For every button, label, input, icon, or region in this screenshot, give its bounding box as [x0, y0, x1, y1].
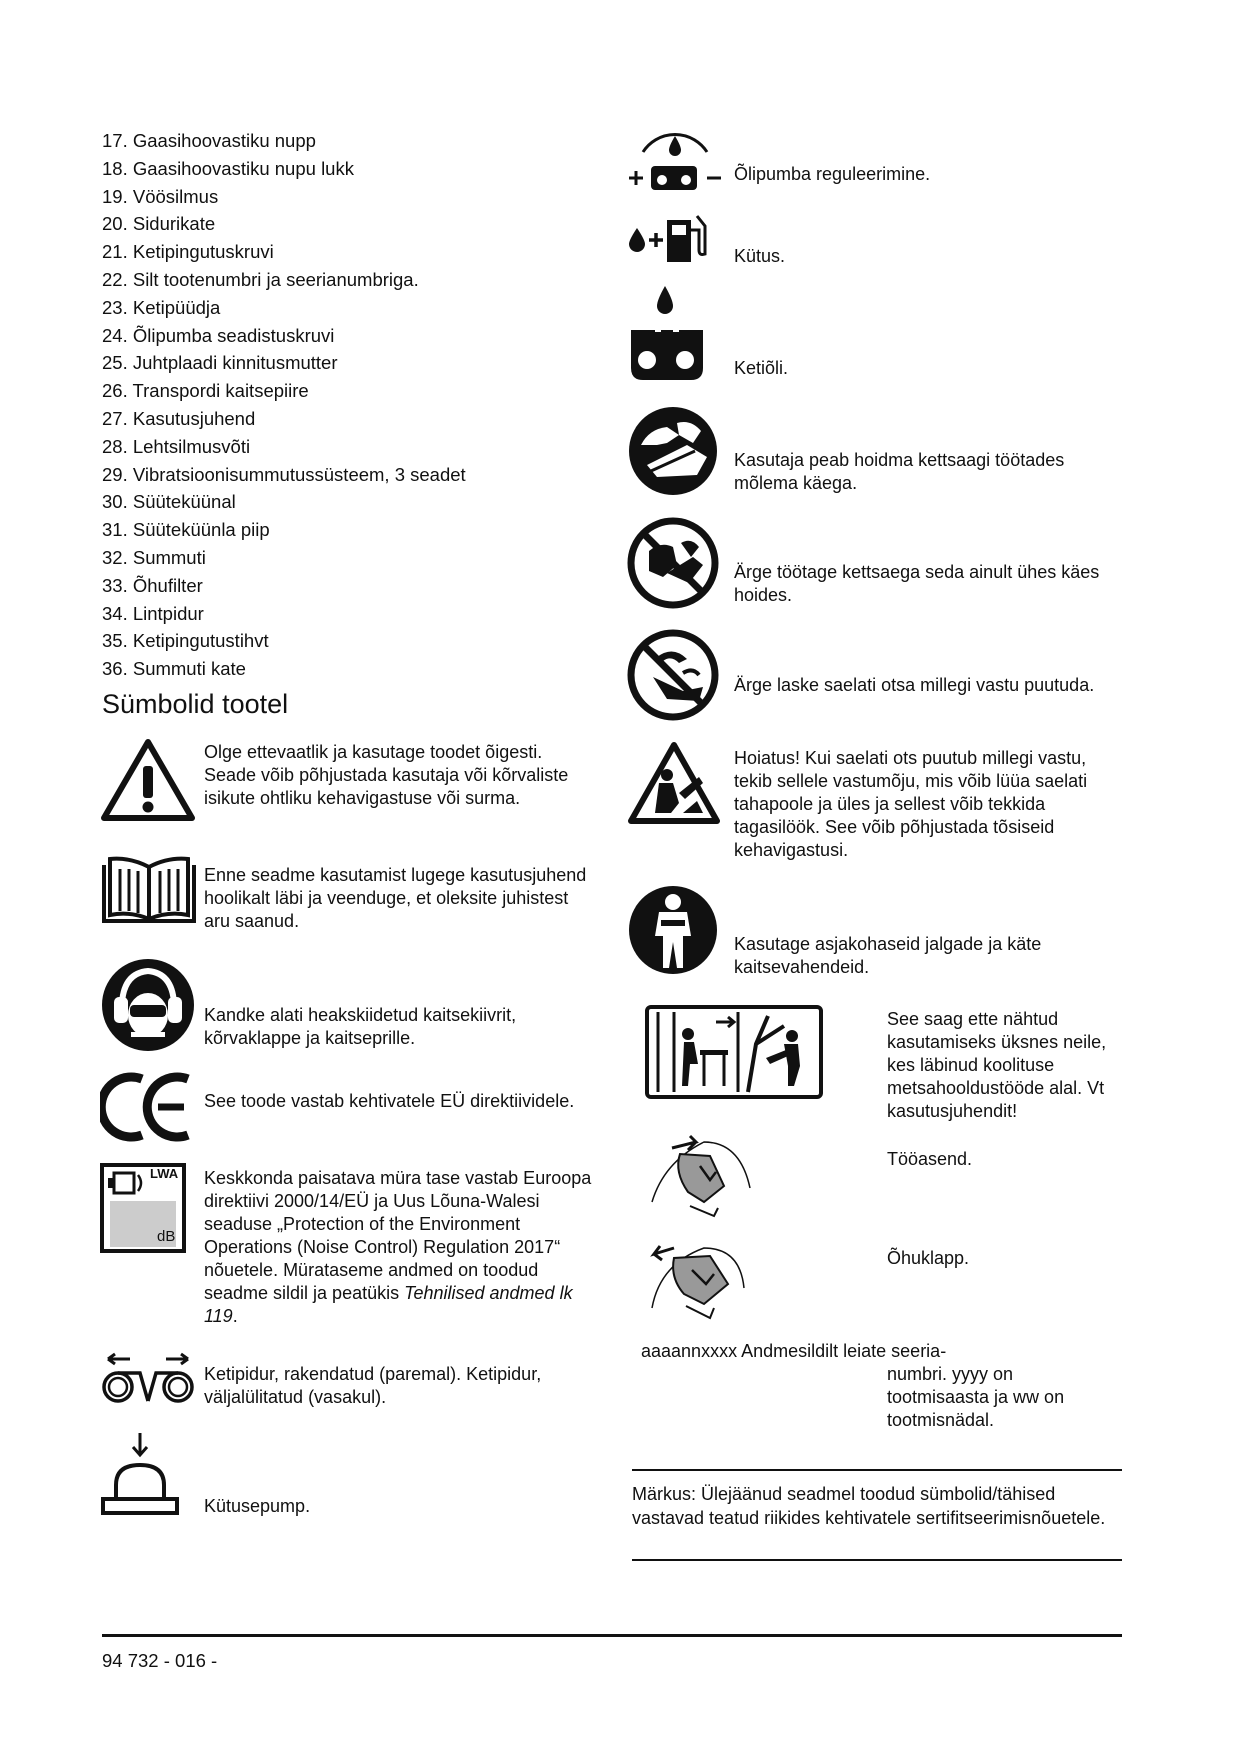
section-heading: Sümbolid tootel: [102, 689, 289, 719]
ce-mark-icon: [100, 1071, 196, 1143]
warning-triangle-icon: [100, 738, 196, 822]
two-hands-text: Kasutaja peab hoidma kettsaagi töötades mõlema käega.: [734, 450, 1065, 493]
noise-text: [204, 1167, 596, 1328]
serial-line1: Andmesildilt leiate seeria-: [741, 1341, 947, 1361]
noise-text-ref: Tehnilised andmed lk 119: [204, 1283, 573, 1326]
note-top-divider: [632, 1469, 1122, 1471]
list-item: 21. Ketipingutuskruvi: [102, 241, 274, 263]
list-item: 35. Ketipingutustihvt: [102, 630, 269, 652]
two-hands-icon: [627, 405, 719, 497]
choke-icon: [644, 1228, 756, 1328]
choke-text: Õhuklapp.: [887, 1248, 970, 1268]
list-item: 29. Vibratsioonisummutussüsteem, 3 seadet: [102, 463, 466, 485]
list-item: 31. Süüteküünla piip: [102, 519, 270, 541]
list-item: 22. Silt tootenumbri ja seerianumbriga.: [102, 268, 419, 290]
chain-brake-text: Ketipidur, rakendatud (paremal). Ketipidur, väljalülitatud (vasakul).: [204, 1364, 542, 1407]
list-item: 23. Ketipüüdja: [102, 296, 221, 318]
noise-db-label: dB: [157, 1228, 176, 1245]
no-tip-text: Ärge laske saelati otsa millegi vastu puutuda.: [734, 675, 1095, 695]
kickback-text: Hoiatus! Kui saelati ots puutub millegi vastu, tekib sellele vastumõju, mis võib lüüa saelati tahapoole ja üles ja sellest võib tekkida tagasilöök. See võib põhjustada tõsiseid kehavigastusi.: [734, 748, 1088, 860]
no-one-hand-icon: [627, 517, 719, 609]
ppe-text: Kasutage asjakohaseid jalgade ja käte kaitsevahendeid.: [734, 934, 1042, 977]
fuel-mix-icon: [627, 206, 723, 266]
ce-text: See toode vastab kehtivatele EÜ direktiividele.: [204, 1091, 575, 1111]
chain-oil-icon: [627, 284, 707, 384]
serial-info: [641, 1339, 946, 1363]
list-item: 33. Õhufilter: [102, 574, 203, 596]
note-bottom-divider: [632, 1559, 1122, 1561]
serial-code: aaaannxxxx: [641, 1341, 738, 1361]
training-text: See saag ette nähtud kasutamiseks üksnes neile, kes läbinud koolituse metsahooldustööde alal. Vt kasutusjuhendit!: [887, 1009, 1107, 1121]
helmet-earmuffs-goggles-icon: [100, 957, 196, 1053]
list-item: 27. Kasutusjuhend: [102, 407, 256, 429]
fuel-text: Kütus.: [734, 246, 786, 266]
note-text: Ülejäänud seadmel toodud sümbolid/tähised vastavad teatud riikides kehtivatele sertifitseerimisnõuetele.: [632, 1484, 1106, 1528]
chain-oil-text: Ketiõli.: [734, 358, 789, 378]
list-item: 34. Lintpidur: [102, 602, 204, 624]
protection-text: Kandke alati heakskiidetud kaitsekiivrit, kõrvaklappe ja kaitseprille.: [204, 1005, 517, 1048]
serial-info-rest: numbri. yyyy on tootmisaasta ja ww on tootmisnädal.: [887, 1364, 1065, 1430]
noise-text-main: Keskkonda paisatava müra tase vastab Euroopa direktiivi 2000/14/EÜ ja Uus Lõuna-Walesi seaduse „Protection of the Environment Operations (Noise Control) Regulation 2017“ nõuetele. Mürataseme andmed on toodud seadme sildil ja peatükis: [204, 1168, 592, 1303]
no-bar-tip-contact-icon: [627, 629, 719, 721]
list-item: 36. Summuti kate: [102, 658, 246, 680]
list-item: 17. Gaasihoovastiku nupp: [102, 130, 316, 151]
list-item: 26. Transpordi kaitsepiire: [102, 380, 309, 402]
list-item: 18. Gaasihoovastiku nupu lukk: [102, 157, 354, 179]
footer-divider: [102, 1634, 1122, 1637]
work-position-text: Tööasend.: [887, 1149, 973, 1169]
list-item: 20. Sidurikate: [102, 213, 216, 235]
note-label: Märkus:: [632, 1484, 697, 1504]
list-item: 30. Süüteküünal: [102, 491, 236, 513]
noise-lwa-label: LWA: [150, 1166, 179, 1181]
list-item: 32. Summuti: [102, 546, 206, 568]
parts-list: [102, 127, 622, 683]
oil-pump-text: Õlipumba reguleerimine.: [734, 164, 931, 184]
training-required-icon: [644, 1004, 824, 1100]
fuel-pump-icon: [100, 1431, 180, 1517]
list-item: 25. Juhtplaadi kinnitusmutter: [102, 352, 338, 374]
read-manual-icon: [100, 855, 198, 927]
one-hand-text: Ärge töötage kettsaega seda ainult ühes käes hoides.: [734, 562, 1100, 605]
ppe-person-icon: [627, 884, 719, 976]
noise-text-end: .: [232, 1306, 238, 1326]
manual-text: Enne seadme kasutamist lugege kasutusjuhend hoolikalt läbi ja veenduge, et oleksite juhistest aru saanud.: [204, 865, 587, 931]
chain-brake-icon: [100, 1351, 196, 1407]
list-item: 24. Õlipumba seadistuskruvi: [102, 324, 335, 346]
oil-pump-adjust-icon: [627, 130, 723, 194]
work-position-icon: [644, 1132, 756, 1228]
kickback-warning-icon: [627, 741, 721, 825]
warning-text: Olge ettevaatlik ja kasutage toodet õigesti. Seade võib põhjustada kasutaja või kõrvaliste isikute ohtliku kehavigastuse või surma.: [204, 742, 569, 808]
fuel-pump-text: Kütusepump.: [204, 1496, 311, 1516]
list-item: 28. Lehtsilmusvõti: [102, 435, 251, 457]
footer-page-code: 94 732 - 016 -: [102, 1650, 218, 1671]
list-item: 19. Vöösilmus: [102, 185, 219, 207]
note-box: [632, 1482, 1112, 1530]
